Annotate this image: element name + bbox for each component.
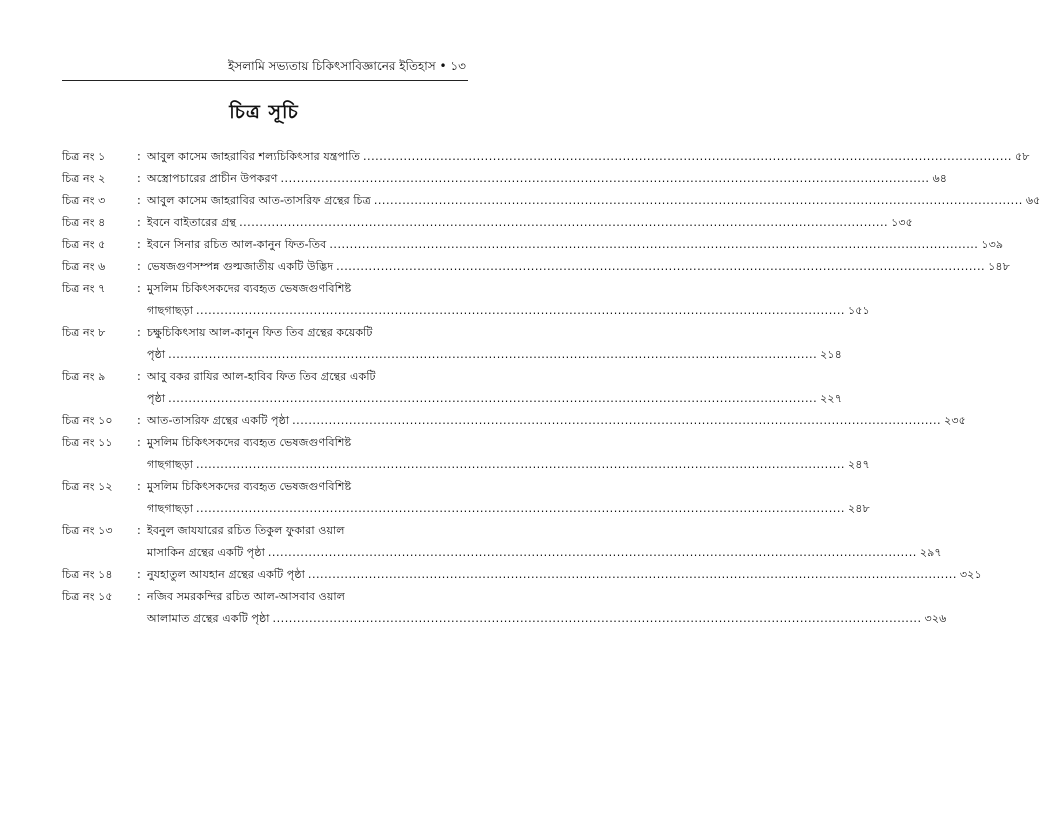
caption-text: গাছগাছড়া: [147, 458, 193, 471]
page-number: ১৫১: [847, 304, 870, 317]
colon-separator: :: [137, 150, 141, 163]
figure-number: চিত্র নং ২: [62, 172, 106, 185]
colon-separator: :: [137, 590, 141, 603]
caption-text: গাছগাছড়া: [147, 304, 193, 317]
caption-line: [147, 256, 1010, 278]
figure-entry: [62, 432, 870, 476]
caption-text: গাছগাছড়া: [147, 502, 193, 515]
figure-number: চিত্র নং ১৩: [62, 524, 113, 537]
figure-entry: [62, 278, 870, 322]
dot-leader: [273, 608, 922, 630]
figure-caption: [147, 322, 842, 366]
colon-separator: :: [137, 414, 141, 427]
caption-text: মুসলিম চিকিৎসকদের ব্যবহৃত ভেষজগুণবিশিষ্ট: [147, 480, 352, 493]
caption-text: নজিব সমরকন্দির রচিত আল-আসবাব ওয়াল: [147, 590, 346, 603]
colon-separator: :: [137, 216, 141, 229]
colon-separator: :: [137, 568, 141, 581]
colon-separator: :: [137, 260, 141, 273]
figure-caption: [147, 168, 947, 190]
page-number: ১৩৯: [981, 238, 1004, 251]
figure-entry: [62, 366, 842, 410]
figure-number: চিত্র নং ৬: [62, 260, 106, 273]
page-number: ৫৮: [1015, 150, 1030, 163]
dot-leader: [168, 388, 817, 410]
figure-number: চিত্র নং ৫: [62, 238, 106, 251]
caption-text: পৃষ্ঠা: [147, 348, 166, 361]
caption-line: [147, 410, 966, 432]
page-number: ৬৫: [1025, 194, 1040, 207]
figure-entry: [62, 256, 1010, 278]
figure-caption: [147, 432, 870, 476]
dot-leader: [196, 498, 845, 520]
caption-line: [147, 168, 947, 190]
page-number: ২৩৫: [944, 414, 966, 427]
page-title: চিত্র সূচি: [229, 101, 299, 123]
colon-separator: :: [137, 172, 141, 185]
colon-separator: :: [137, 480, 141, 493]
figure-caption: [147, 190, 1040, 212]
figure-caption: [147, 366, 842, 410]
colon-separator: :: [137, 370, 141, 383]
figure-entry: [62, 586, 947, 630]
colon-separator: :: [137, 194, 141, 207]
caption-line: [147, 454, 870, 476]
figure-entry: [62, 410, 966, 432]
figure-caption: [147, 410, 966, 432]
figure-caption: [147, 476, 870, 520]
caption-line: [147, 366, 842, 388]
header-rule: [62, 80, 468, 81]
figure-number: চিত্র নং ৩: [62, 194, 106, 207]
dot-leader: [196, 300, 845, 322]
caption-line: [147, 498, 870, 520]
caption-text: আবু বকর রাযির আল-হাবিব ফিত তিব গ্রন্থের একটি: [147, 370, 376, 383]
figure-entry: [62, 190, 1040, 212]
caption-text: মুসলিম চিকিৎসকদের ব্যবহৃত ভেষজগুণবিশিষ্ট: [147, 436, 352, 449]
page-number: ৩২১: [959, 568, 982, 581]
figure-entry: [62, 212, 913, 234]
figure-entry: [62, 146, 1030, 168]
figure-number: চিত্র নং ১৪: [62, 568, 113, 581]
figure-caption: [147, 146, 1030, 168]
caption-line: [147, 190, 1040, 212]
dot-leader: [329, 234, 978, 256]
caption-text: আবুল কাসেম জাহরাবির শল্যচিকিৎসার যন্ত্রপাতি: [147, 150, 360, 163]
figure-caption: [147, 212, 913, 234]
figure-entry: [62, 520, 942, 564]
caption-line: [147, 300, 870, 322]
figure-number: চিত্র নং ৯: [62, 370, 106, 383]
running-header: ইসলামি সভ্যতায় চিকিৎসাবিজ্ঞানের ইতিহাস • ১৩: [228, 59, 466, 73]
colon-separator: :: [137, 282, 141, 295]
dot-leader: [196, 454, 845, 476]
page-number: ২৪৮: [847, 502, 870, 515]
figure-entry: [62, 322, 842, 366]
colon-separator: :: [137, 326, 141, 339]
figure-caption: [147, 564, 982, 586]
figure-caption: [147, 256, 1010, 278]
page-number: ২১৪: [820, 348, 842, 361]
dot-leader: [374, 190, 1023, 212]
figure-number: চিত্র নং ৮: [62, 326, 106, 339]
page-number: ৬৪: [932, 172, 948, 185]
caption-text: আলামাত গ্রন্থের একটি পৃষ্ঠা: [147, 612, 270, 625]
figure-caption: [147, 520, 942, 564]
figure-caption: [147, 234, 1003, 256]
caption-line: [147, 344, 842, 366]
dot-leader: [363, 146, 1012, 168]
page-number: ২৯৭: [919, 546, 942, 559]
dot-leader: [168, 344, 817, 366]
page-number: ৩২৬: [924, 612, 947, 625]
caption-line: [147, 564, 982, 586]
caption-line: [147, 322, 842, 344]
caption-line: [147, 146, 1030, 168]
caption-text: ইবনুল জাযযারের রচিত তিকুল ফুকারা ওয়াল: [147, 524, 345, 537]
caption-text: আবুল কাসেম জাহরাবির আত-তাসরিফ গ্রন্থের চিত্র: [147, 194, 371, 207]
dot-leader: [268, 542, 917, 564]
dot-leader: [239, 212, 888, 234]
dot-leader: [308, 564, 957, 586]
page-number: ২২৭: [820, 392, 842, 405]
figure-number: চিত্র নং ৪: [62, 216, 106, 229]
colon-separator: :: [137, 436, 141, 449]
figure-entry: [62, 564, 982, 586]
caption-line: [147, 586, 946, 608]
caption-text: ইবনে সিনার রচিত আল-কানুন ফিত-তিব: [147, 238, 327, 251]
figure-caption: [147, 278, 870, 322]
figure-entry: [62, 168, 948, 190]
figure-number: চিত্র নং ১০: [62, 414, 113, 427]
figure-number: চিত্র নং ১১: [62, 436, 113, 449]
caption-line: [147, 388, 842, 410]
page-number: ১৩৫: [891, 216, 913, 229]
caption-line: [147, 278, 870, 300]
caption-line: [147, 476, 870, 498]
figure-list: [62, 146, 1040, 630]
figure-number: চিত্র নং ৭: [62, 282, 106, 295]
caption-text: মাসাকিন গ্রন্থের একটি পৃষ্ঠা: [147, 546, 265, 559]
caption-line: [147, 608, 946, 630]
figure-caption: [147, 586, 946, 630]
colon-separator: :: [137, 524, 141, 537]
caption-text: চক্ষুচিকিৎসায় আল-কানুন ফিত তিব গ্রন্থের কয়েকটি: [147, 326, 373, 339]
caption-text: মুসলিম চিকিৎসকদের ব্যবহৃত ভেষজগুণবিশিষ্ট: [147, 282, 352, 295]
caption-text: নুযহাতুল আযহান গ্রন্থের একটি পৃষ্ঠা: [147, 568, 305, 581]
dot-leader: [336, 256, 985, 278]
caption-text: আত-তাসরিফ গ্রন্থের একটি পৃষ্ঠা: [147, 414, 290, 427]
caption-line: [147, 234, 1003, 256]
figure-number: চিত্র নং ১: [62, 150, 106, 163]
figure-number: চিত্র নং ১৫: [62, 590, 113, 603]
page-number: ২৪৭: [847, 458, 870, 471]
caption-line: [147, 542, 942, 564]
caption-text: ইবনে বাইতারের গ্রন্থ: [147, 216, 237, 229]
caption-text: পৃষ্ঠা: [147, 392, 166, 405]
caption-text: অস্ত্রোপচারের প্রাচীন উপকরণ: [147, 172, 278, 185]
colon-separator: :: [137, 238, 141, 251]
figure-entry: [62, 476, 870, 520]
figure-entry: [62, 234, 1004, 256]
dot-leader: [280, 168, 929, 190]
caption-line: [147, 212, 913, 234]
caption-line: [147, 432, 870, 454]
figure-number: চিত্র নং ১২: [62, 480, 113, 493]
caption-text: ভেষজগুণসম্পন্ন গুল্মজাতীয় একটি উদ্ভিদ: [147, 260, 334, 273]
caption-line: [147, 520, 942, 542]
page-number: ১৪৮: [988, 260, 1010, 273]
dot-leader: [292, 410, 941, 432]
